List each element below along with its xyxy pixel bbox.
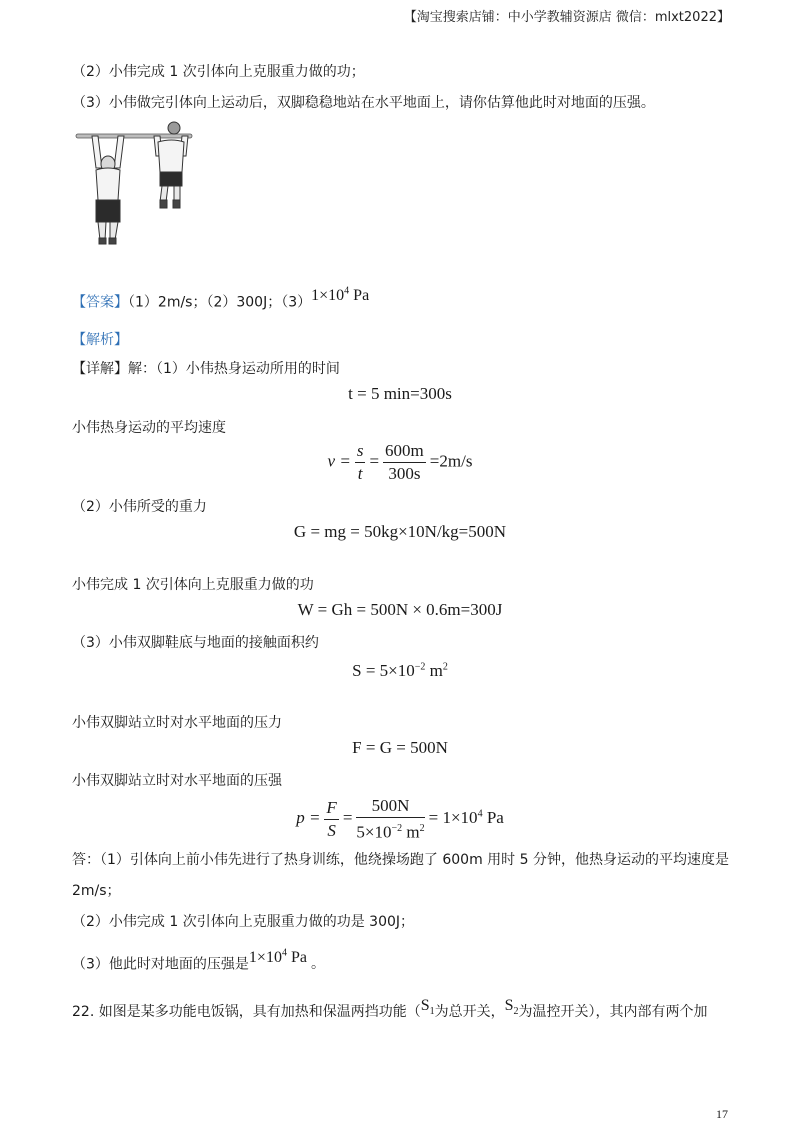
question-part-2: （2）小伟完成 1 次引体向上克服重力做的功；	[72, 64, 365, 80]
equation-area: $S = 5\times 10^{-2}$ $m^2$	[352, 661, 448, 680]
equation-force: F = G = 500N	[352, 738, 448, 757]
equation-time: t = 5 min=300s	[348, 384, 452, 403]
force-heading: 小伟双脚站立时对水平地面的压力	[72, 715, 282, 731]
speed-heading: 小伟热身运动的平均速度	[72, 420, 226, 436]
pressure-heading: 小伟双脚站立时对水平地面的压强	[72, 773, 282, 789]
answer-value: $1\times 10^4$ Pa	[311, 286, 370, 305]
page-header: 【淘宝搜索店铺：中小学教辅资源店 微信：mlxt2022】	[403, 10, 730, 25]
answer-label: 【答案】	[72, 294, 128, 311]
detail-intro: 【详解】解：（1）小伟热身运动所用的时间	[72, 361, 340, 377]
question-part-3: （3）小伟做完引体向上运动后，双脚稳稳地站在水平地面上，请你估算他此时对地面的压强。	[72, 95, 655, 111]
equation-work: W = Gh = 500N × 0.6m=300J	[297, 600, 503, 619]
final-answer-1a: 答：（1）引体向上前小伟先进行了热身训练，他绕操场跑了 600m 用时 5 分钟，他热身运动的平均速度是	[72, 852, 729, 868]
final-answer-3: （3）他此时对地面的压强是$1\times 10^4$ Pa 。	[72, 948, 325, 973]
area-heading: （3）小伟双脚鞋底与地面的接触面积约	[72, 635, 319, 651]
pull-up-illustration	[74, 120, 194, 248]
work-heading: 小伟完成 1 次引体向上克服重力做的功	[72, 577, 314, 593]
final-answer-1b: 2m/s；	[72, 883, 121, 899]
question-22: 22. 如图是某多功能电饭锅，具有加热和保温两挡功能（$S_1$为总开关，$S_2$为温控开关），其内部有两个加	[72, 997, 708, 1020]
final-answer-2: （2）小伟完成 1 次引体向上克服重力做的功是 300J；	[72, 914, 415, 930]
equation-speed: v = $\frac{s}{t}$ = $\frac{600m}{300s}$ =2m/s	[327, 441, 473, 483]
analysis-label: 【解析】	[72, 332, 128, 348]
page-number: 17	[716, 1107, 728, 1121]
equation-gravity: G = mg = 50kg×10N/kg=500N	[293, 522, 507, 541]
gravity-heading: （2）小伟所受的重力	[72, 499, 207, 515]
answer-text: （1）2m/s；（2）300J；（3）	[128, 294, 312, 311]
equation-pressure: p = $\frac{F}{S}$ = $\frac{500N}{5\times 10^{-2} m^2}$ = $1\times 10^4$ Pa	[296, 796, 504, 842]
answer-line	[72, 288, 369, 312]
